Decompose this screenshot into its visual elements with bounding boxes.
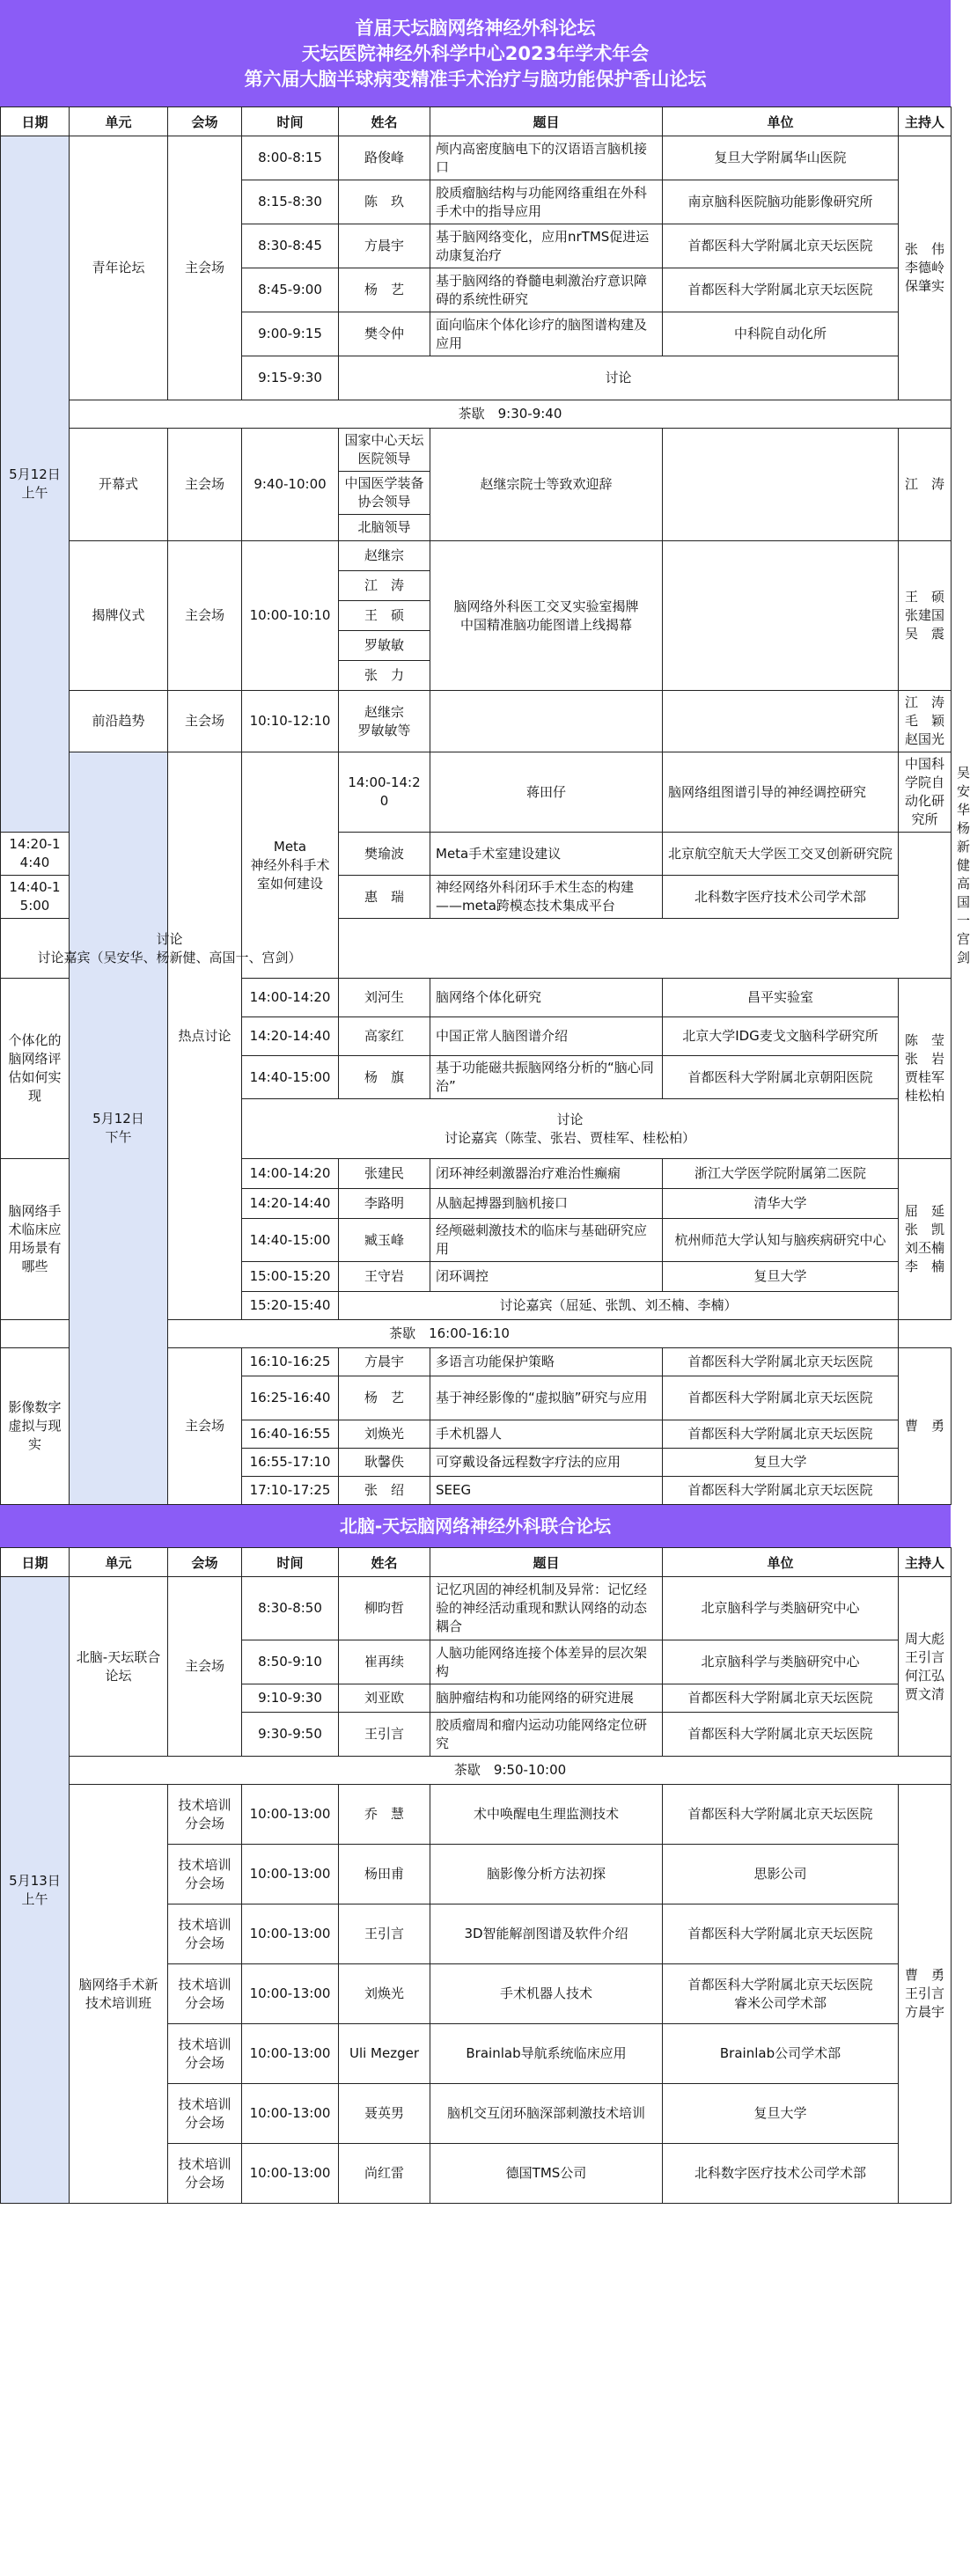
table-row [1,400,952,429]
venue-cell: 主会场 [168,1348,242,1505]
table-cell: 9:15-9:30 [242,356,339,400]
table-cell: 基于脑网络变化，应用nrTMS促进运动康复治疗 [430,224,663,268]
table-cell: 10:00-13:00 [242,2024,339,2084]
unit-cell: 脑网络手术新技术培训班 [70,1785,168,2204]
unit-cell: 北脑-天坛联合论坛 [70,1577,168,1757]
table-cell: 9:00-9:15 [242,312,339,356]
table-cell: 王引言 [339,1904,430,1964]
table-cell: 浙江大学医学院附属第二医院 [663,1159,899,1189]
table-cell: 思影公司 [663,1845,899,1904]
table-cell: 北科数字医疗技术公司学术部 [663,2144,899,2204]
title-line-1: 首届天坛脑网络神经外科论坛 [355,18,596,39]
table-cell: 陈 玖 [339,180,430,224]
table-cell: 方晨宇 [339,224,430,268]
table-cell: 北京脑科学与类脑研究中心 [663,1577,899,1640]
table-cell: 10:10-12:10 [242,691,339,752]
table-row [1,1757,952,1785]
day1-body [1,136,970,1505]
table-cell: 15:20-15:40 [242,1292,339,1320]
tea-break: 茶歇 9:30-9:40 [70,400,952,429]
column-header: 日期 [1,1548,70,1577]
column-header: 单位 [663,107,899,136]
host-cell: 江 涛 [899,429,952,541]
table-cell: 9:40-10:00 [242,429,339,541]
table-cell: 基于脑网络的脊髓电刺激治疗意识障碍的系统性研究 [430,268,663,312]
table-row [1,1785,952,1845]
unit-cell: 揭牌仪式 [70,541,168,691]
table-cell: 14:40-15:00 [1,876,70,919]
table-cell: 耿馨佚 [339,1449,430,1477]
table-cell: 脑网络外科医工交叉实验室揭牌 中国精准脑功能图谱上线揭幕 [430,541,663,691]
table-cell: 颅内高密度脑电下的汉语语言脑机接口 [430,136,663,180]
table-cell: 10:00-10:10 [242,541,339,691]
table-row [1,107,952,136]
table-row [1,1320,952,1348]
table-cell: 樊令仲 [339,312,430,356]
table-cell: 北京大学IDG麦戈文脑科学研究所 [663,1017,899,1056]
table-cell: 复旦大学 [663,2084,899,2144]
table-cell [663,541,899,691]
table-cell: 中国正常人脑图谱介绍 [430,1017,663,1056]
table-cell: 崔再续 [339,1640,430,1684]
venue-cell: 技术培训分会场 [168,2024,242,2084]
table-cell: 刘焕光 [339,1964,430,2024]
schedule-table-day2 [0,1547,952,2204]
table-cell: 人脑功能网络连接个体差异的层次架构 [430,1640,663,1684]
title-banner [0,0,951,106]
unit-cell: 前沿趋势 [70,691,168,752]
table-cell: 16:55-17:10 [242,1449,339,1477]
table-cell: 手术机器人 [430,1420,663,1449]
table-cell: 王守岩 [339,1262,430,1292]
table-cell: 乔 慧 [339,1785,430,1845]
table-cell: Meta手术室建设建议 [430,833,663,876]
day2-body [1,1577,952,2204]
table-cell: 脑网络个体化研究 [430,979,663,1017]
table-cell: 杨 艺 [339,268,430,312]
venue-cell: Meta 神经外科手术室如何建设 [242,752,339,979]
table-cell: 8:50-9:10 [242,1640,339,1684]
table-row [1,1548,952,1577]
table-cell: 8:15-8:30 [242,180,339,224]
table-cell: 刘河生 [339,979,430,1017]
table-cell: 杨田甫 [339,1845,430,1904]
table-cell: 刘亚欧 [339,1684,430,1713]
table-cell: SEEG [430,1477,663,1505]
table-cell: 手术机器人技术 [430,1964,663,2024]
table-cell: 16:40-16:55 [242,1420,339,1449]
table-cell: 从脑起搏器到脑机接口 [430,1189,663,1219]
venue-cell: 技术培训分会场 [168,1964,242,2024]
discussion-cell: 讨论 讨论嘉宾（陈莹、张岩、贾桂军、桂松柏） [242,1099,899,1159]
column-header: 单元 [70,107,168,136]
table-cell: 罗敏敏 [339,631,430,661]
table-cell: 蒋田仔 [430,752,663,833]
table-cell: 14:00-14:20 [339,752,430,833]
table-cell: 闭环调控 [430,1262,663,1292]
table-cell: 15:00-15:20 [242,1262,339,1292]
column-header: 会场 [168,107,242,136]
table-cell: 胶质瘤周和瘤内运动功能网络定位研究 [430,1713,663,1757]
table-row [1,429,952,472]
table-cell: 柳昀哲 [339,1577,430,1640]
column-header: 题目 [430,1548,663,1577]
table-cell: 术中唤醒电生理监测技术 [430,1785,663,1845]
table-cell: 10:00-13:00 [242,2144,339,2204]
table-cell: 昌平实验室 [663,979,899,1017]
table-cell: 经颅磁刺激技术的临床与基础研究应用 [430,1219,663,1262]
table-cell: 尚红雷 [339,2144,430,2204]
venue-cell: 主会场 [168,136,242,400]
table-cell: 杭州师范大学认知与脑疾病研究中心 [663,1219,899,1262]
table-cell: 10:00-13:00 [242,1904,339,1964]
host-cell: 周大彪 王引言 何江弘 贾文清 [899,1577,952,1757]
table-cell: 首都医科大学附属北京天坛医院 [663,1348,899,1376]
table-cell: 首都医科大学附属北京朝阳医院 [663,1056,899,1099]
column-header: 单元 [70,1548,168,1577]
table-cell: 中科院自动化所 [663,312,899,356]
table-cell: 臧玉峰 [339,1219,430,1262]
table-cell: 16:25-16:40 [242,1376,339,1420]
venue-cell: 技术培训分会场 [168,1904,242,1964]
table-cell [663,691,899,752]
table-cell: 8:45-9:00 [242,268,339,312]
column-header: 时间 [242,107,339,136]
column-header: 时间 [242,1548,339,1577]
table-cell: 14:20-14:40 [1,833,70,876]
table-cell: 记忆巩固的神经机制及异常：记忆经验的神经活动重现和默认网络的动态耦合 [430,1577,663,1640]
table-cell: 基于功能磁共振脑网络分析的“脑心同治” [430,1056,663,1099]
table-cell: 脑影像分析方法初探 [430,1845,663,1904]
table-cell [663,429,899,541]
table-cell: 3D智能解剖图谱及软件介绍 [430,1904,663,1964]
table-cell: 张 力 [339,661,430,691]
table-cell: 9:30-9:50 [242,1713,339,1757]
table-cell: 王引言 [339,1713,430,1757]
table-cell: 北京航空航天大学医工交叉创新研究院 [663,833,899,876]
unit-cell: 开幕式 [70,429,168,541]
table-cell: 北京脑科学与类脑研究中心 [663,1640,899,1684]
column-header: 会场 [168,1548,242,1577]
tea-break: 茶歇 16:00-16:10 [1,1320,899,1348]
table-row [1,541,952,571]
venue-cell: 主会场 [168,429,242,541]
table-cell: 杨 旗 [339,1056,430,1099]
date-cell: 5月13日 上午 [1,1577,70,2204]
date-cell: 5月12日 下午 [70,752,168,1505]
table-row: 5月12日 下午 热点讨论 Meta 神经外科手术室如何建设 14:00-14:20 蒋田仔 脑网络组图谱引导的神经调控研究 中国科学院自动化研究所 吴安华 杨新健 高国一 宫 剑 [1,752,952,833]
venue-cell: 主会场 [168,1577,242,1757]
table-cell: 14:40-15:00 [242,1219,339,1262]
discussion-cell: 讨论嘉宾（屈延、张凯、刘丕楠、李楠） [339,1292,899,1320]
column-header: 题目 [430,107,663,136]
table-cell: Uli Mezger [339,2024,430,2084]
table-cell: 首都医科大学附属北京天坛医院 [663,1713,899,1757]
table-cell: 脑机交互闭环脑深部刺激技术培训 [430,2084,663,2144]
column-header: 姓名 [339,107,430,136]
schedule-table-day1 [0,106,970,1505]
table-cell: 复旦大学附属华山医院 [663,136,899,180]
table-cell: 清华大学 [663,1189,899,1219]
host-cell: 曹 勇 [899,1348,952,1505]
forum2-banner: 北脑-天坛脑网络神经外科联合论坛 [0,1505,951,1547]
discussion-cell: 讨论 讨论嘉宾（吴安华、杨新健、高国一、宫剑） [1,919,339,979]
title-line-3: 第六届大脑半球病变精准手术治疗与脑功能保护香山论坛 [244,69,707,90]
table-cell [430,691,663,752]
venue-cell: 主会场 [168,691,242,752]
table-cell: 北脑领导 [339,515,430,541]
table-cell: 8:30-8:45 [242,224,339,268]
table-cell: 14:20-14:40 [242,1189,339,1219]
table-cell: 14:40-15:00 [242,1056,339,1099]
table-cell: 德国TMS公司 [430,2144,663,2204]
table-cell: 中国医学装备协会领导 [339,472,430,515]
table-cell: 首都医科大学附属北京天坛医院 [663,1684,899,1713]
table-cell: 高家红 [339,1017,430,1056]
table-cell: 王 硕 [339,601,430,631]
venue-cell: 技术培训分会场 [168,1785,242,1845]
venue-cell: 技术培训分会场 [168,2084,242,2144]
table-cell: 复旦大学 [663,1449,899,1477]
host-cell: 江 涛 毛 颖 赵国光 [899,691,952,752]
host-cell: 陈 莹 张 岩 贾桂军 桂松柏 [899,979,952,1159]
table-cell: 脑网络组图谱引导的神经调控研究 [663,752,899,833]
table-cell: 16:10-16:25 [242,1348,339,1376]
discussion-cell: 讨论 [339,356,899,400]
tea-break: 茶歇 9:50-10:00 [70,1757,952,1785]
column-header: 单位 [663,1548,899,1577]
venue-cell: 技术培训分会场 [168,1845,242,1904]
table-cell: 李路明 [339,1189,430,1219]
host-cell: 张 伟 李德岭 保肇实 [899,136,952,400]
table-cell: 北科数字医疗技术公司学术部 [663,876,899,919]
table-cell: 10:00-13:00 [242,1964,339,2024]
title-line-2: 天坛医院神经外科学中心2023年学术年会 [301,43,650,64]
table-row [1,691,952,752]
table-cell: 江 涛 [339,571,430,601]
table-cell: Brainlab公司学术部 [663,2024,899,2084]
table-row [1,919,952,979]
table-cell: 10:00-13:00 [242,1845,339,1904]
table-cell: 赵继宗 [339,541,430,571]
table-cell: 胶质瘤脑结构与功能网络重组在外科手术中的指导应用 [430,180,663,224]
table-cell: 首都医科大学附属北京天坛医院 [663,224,899,268]
table-header-2 [1,1548,952,1577]
host-cell: 屈 延 张 凯 刘丕楠 李 楠 [899,1159,952,1320]
host-cell: 王 硕 张建国 吴 震 [899,541,952,691]
table-cell: 首都医科大学附属北京天坛医院 [663,1477,899,1505]
column-header: 日期 [1,107,70,136]
date-cell: 5月12日 上午 [1,136,70,833]
table-row [1,136,952,180]
table-cell: 杨 艺 [339,1376,430,1420]
table-cell: 赵继宗 罗敏敏等 [339,691,430,752]
table-cell: 国家中心天坛医院领导 [339,429,430,472]
column-header: 主持人 [899,107,952,136]
table-cell: 首都医科大学附属北京天坛医院 [663,1420,899,1449]
table-cell: 张建民 [339,1159,430,1189]
table-cell: 刘焕光 [339,1420,430,1449]
table-cell: 首都医科大学附属北京天坛医院 [663,268,899,312]
table-cell: 14:00-14:20 [242,979,339,1017]
table-cell: 14:20-14:40 [242,1017,339,1056]
venue-cell: 脑网络手术临床应用场景有哪些 [1,1159,70,1320]
table-cell: 8:00-8:15 [242,136,339,180]
table-cell: 路俊峰 [339,136,430,180]
table-row [1,1577,952,1640]
table-cell: 首都医科大学附属北京天坛医院 睿米公司学术部 [663,1964,899,2024]
table-cell: 基于神经影像的“虚拟脑”研究与应用 [430,1376,663,1420]
table-cell: 神经网络外科闭环手术生态的构建——meta跨模态技术集成平台 [430,876,663,919]
table-cell: 10:00-13:00 [242,2084,339,2144]
table-cell: 惠 瑞 [339,876,430,919]
unit-cell: 青年论坛 [70,136,168,400]
table-cell: 方晨宇 [339,1348,430,1376]
table-cell: 14:00-14:20 [242,1159,339,1189]
table-header [1,107,952,136]
table-cell: 多语言功能保护策略 [430,1348,663,1376]
table-cell: 17:10-17:25 [242,1477,339,1505]
host-cell: 曹 勇 王引言 方晨宇 [899,1785,952,2204]
table-cell: 可穿戴设备远程数字疗法的应用 [430,1449,663,1477]
table-cell: 脑肿瘤结构和功能网络的研究进展 [430,1684,663,1713]
table-cell: 闭环神经刺激器治疗难治性癫痫 [430,1159,663,1189]
table-cell: 10:00-13:00 [242,1785,339,1845]
unit-cell: 影像数字虚拟与现实 [1,1348,70,1505]
unit-cell: 热点讨论 [168,752,242,1320]
table-cell: 首都医科大学附属北京天坛医院 [663,1376,899,1420]
table-cell: 首都医科大学附属北京天坛医院 [663,1785,899,1845]
table-cell: 聂英男 [339,2084,430,2144]
table-cell: 8:30-8:50 [242,1577,339,1640]
column-header: 主持人 [899,1548,952,1577]
table-cell: 南京脑科医院脑功能影像研究所 [663,180,899,224]
table-cell: 9:10-9:30 [242,1684,339,1713]
table-cell: 复旦大学 [663,1262,899,1292]
table-cell: 中国科学院自动化研究所 [899,752,952,833]
table-cell: 张 绍 [339,1477,430,1505]
table-cell: 面向临床个体化诊疗的脑图谱构建及应用 [430,312,663,356]
venue-cell: 主会场 [168,541,242,691]
column-header: 姓名 [339,1548,430,1577]
table-cell: Brainlab导航系统临床应用 [430,2024,663,2084]
table-cell: 首都医科大学附属北京天坛医院 [663,1904,899,1964]
table-cell: 赵继宗院士等致欢迎辞 [430,429,663,541]
venue-cell: 技术培训分会场 [168,2144,242,2204]
table-cell: 樊瑜波 [339,833,430,876]
venue-cell: 个体化的脑网络评估如何实现 [1,979,70,1159]
